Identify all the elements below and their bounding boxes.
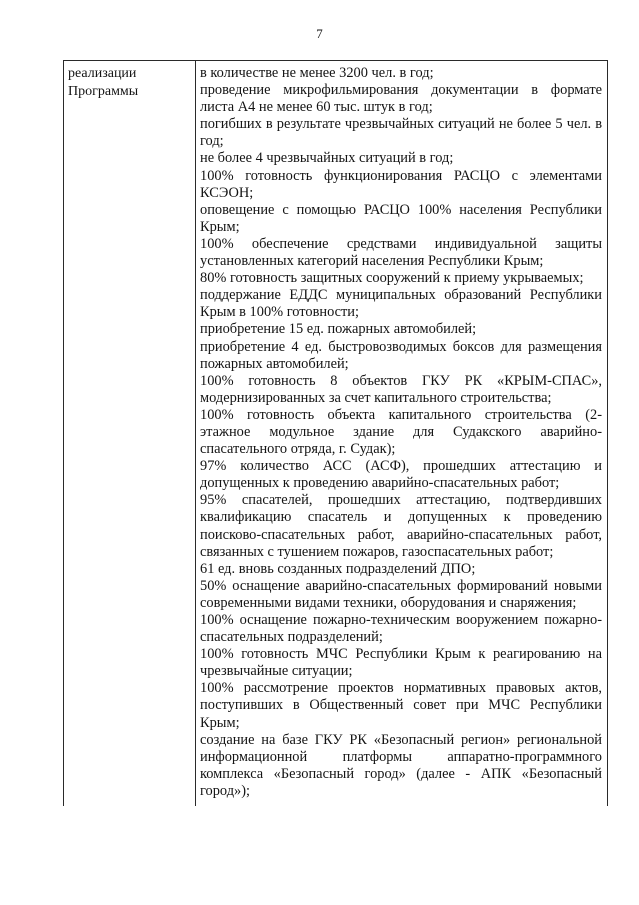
indicator-entry: создание на базе ГКУ РК «Безопасный регион» региональной информационной платформы аппаратно-программного комплекса «Безопасный город» (далее - АПК «Безопасный город»); <box>200 731 602 799</box>
indicator-entry: 97% количество АСС (АСФ), прошедших аттестацию и допущенных к проведению аварийно-спасательных работ; <box>200 458 602 492</box>
indicator-entry: 80% готовность защитных сооружений к приему укрываемых; <box>200 270 584 287</box>
indicator-entry: 100% обеспечение средствами индивидуальной защиты установленных категорий населения Республики Крым; <box>200 235 602 270</box>
indicator-entry: 100% готовность МЧС Республики Крым к реагированию на чрезвычайные ситуации; <box>200 646 602 680</box>
indicator-entry: 100% готовность объекта капитального строительства (2-этажное модульное здание для Судакского аварийно-спасательного отряда, г. Судак); <box>200 406 602 458</box>
indicator-entry: не более 4 чрезвычайных ситуаций в год; <box>200 150 454 167</box>
indicator-entry: 61 ед. вновь созданных подразделений ДПО; <box>200 560 476 577</box>
indicator-entry: проведение микрофильмирования документации в формате листа А4 не менее 60 тыс. штук в год; <box>200 82 602 116</box>
left-cell-line: Программы <box>68 83 139 99</box>
document-table <box>63 60 608 806</box>
page-number: 7 <box>316 26 323 41</box>
indicator-entry: 95% спасателей, прошедших аттестацию, подтвердивших квалификацию спасатель и допущенных к проведению поисково-спасательных работ, аварийно-спасательных работ, связанных с тушением пожаров, газоспасательных работ; <box>200 492 602 560</box>
table-left-cell <box>64 61 196 806</box>
indicator-entry: в количестве не менее 3200 чел. в год; <box>200 65 434 81</box>
indicator-entry: оповещение с помощью РАСЦО 100% населения Республики Крым; <box>200 201 602 235</box>
indicator-entry: 100% оснащение пожарно-техническим вооружением пожарно-спасательных подразделений; <box>200 612 602 646</box>
table-right-cell <box>196 61 607 806</box>
indicator-entry: 100% готовность 8 объектов ГКУ РК «КРЫМ-СПАС», модернизированных за счет капитального строительства; <box>200 372 602 406</box>
indicator-entry: приобретение 15 ед. пожарных автомобилей; <box>200 321 477 338</box>
indicator-entry: 100% готовность функционирования РАСЦО с элементами КСЭОН; <box>200 167 602 201</box>
indicator-entry: погибших в результате чрезвычайных ситуаций не более 5 чел. в год; <box>200 116 602 150</box>
indicator-entry: 50% оснащение аварийно-спасательных формирований новыми современными видами техники, оборудования и снаряжения; <box>200 577 602 611</box>
indicator-entry: 100% рассмотрение проектов нормативных правовых актов, поступивших в Общественный совет при МЧС Республики Крым; <box>200 680 602 731</box>
indicator-entry: приобретение 4 ед. быстровозводимых боксов для размещения пожарных автомобилей; <box>200 338 602 372</box>
indicator-entry: поддержание ЕДДС муниципальных образований Республики Крым в 100% готовности; <box>200 287 602 321</box>
left-cell-line: реализации <box>68 66 137 81</box>
